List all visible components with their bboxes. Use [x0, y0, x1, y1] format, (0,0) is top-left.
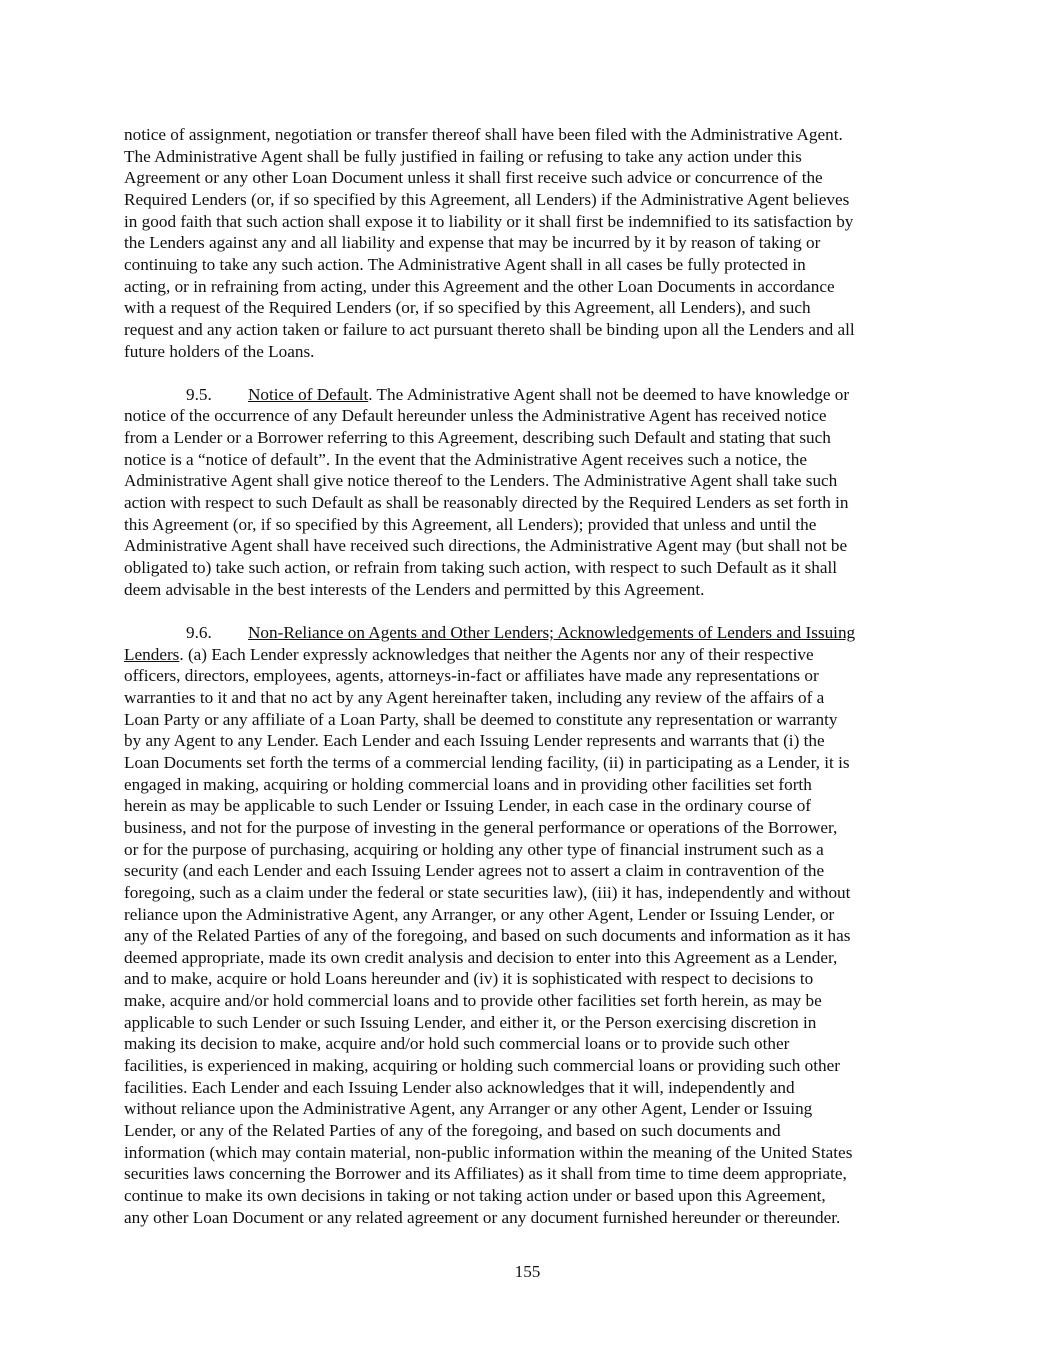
text-line: Agreement or any other Loan Document unless it shall first receive such advice or concurrence of the: [124, 168, 823, 188]
text-line: the Lenders against any and all liability and expense that may be incurred by it by reason of taking or: [124, 233, 821, 253]
text-line: herein as may be applicable to such Lender or Issuing Lender, in each case in the ordinary course of: [124, 796, 812, 816]
text-line: acting, or in refraining from acting, under this Agreement and the other Loan Documents in accordance: [124, 276, 835, 296]
text-line: Administrative Agent shall give notice thereof to the Lenders. The Administrative Agent shall take such: [124, 471, 838, 491]
text-line: deem advisable in the best interests of the Lenders and permitted by this Agreement.: [124, 579, 705, 599]
text-line: any of the Related Parties of any of the foregoing, and based on such documents and information as it has: [124, 926, 851, 946]
text-line: with a request of the Required Lenders (or, if so specified by this Agreement, all Lenders), and such: [124, 298, 811, 318]
text-line: securities laws concerning the Borrower and its Affiliates) as it shall from time to time deem appropriate,: [124, 1164, 847, 1184]
text-fragment: . (a) Each Lender expressly acknowledges that neither the Agents nor any of their respective: [179, 644, 814, 664]
text-line: Loan Documents set forth the terms of a commercial lending facility, (ii) in participating as a Lender, it is: [124, 752, 850, 772]
text-line: action with respect to such Default as shall be reasonably directed by the Required Lenders as set forth in: [124, 493, 849, 513]
section-second-line: [124, 644, 936, 666]
text-line: business, and not for the purpose of investing in the general performance or operations of the Borrower,: [124, 817, 838, 837]
text-line: in good faith that such action shall expose it to liability or it shall first be indemnified to its satisfaction by: [124, 211, 854, 231]
text-line: Lender, or any of the Related Parties of any of the foregoing, and based on such documents and: [124, 1121, 781, 1141]
text-line: any other Loan Document or any related agreement or any document furnished hereunder or thereunder.: [124, 1207, 841, 1227]
text-line: this Agreement (or, if so specified by this Agreement, all Lenders); provided that unless and until the: [124, 514, 817, 534]
text-line: without reliance upon the Administrative Agent, any Arranger or any other Agent, Lender or Issuing: [124, 1099, 813, 1119]
text-line: Required Lenders (or, if so specified by this Agreement, all Lenders) if the Administrative Agent believes: [124, 189, 850, 209]
text-line: Loan Party or any affiliate of a Loan Party, shall be deemed to constitute any representation or warranty: [124, 709, 838, 729]
continuation-paragraph: [124, 124, 936, 362]
document-page: [124, 124, 936, 1250]
text-line: officers, directors, employees, agents, attorneys-in-fact or affiliates have made any representations or: [124, 666, 819, 686]
text-line: security (and each Lender and each Issuing Lender agrees not to assert a claim in contravention of the: [124, 861, 825, 881]
text-line: by any Agent to any Lender. Each Lender and each Issuing Lender represents and warrants that (i) the: [124, 731, 825, 751]
section-first-line: [124, 622, 936, 644]
text-line: and to make, acquire or hold Loans hereunder and (iv) it is sophisticated with respect to decisions to: [124, 969, 814, 989]
text-line: deemed appropriate, made its own credit analysis and decision to enter into this Agreement as a Lender,: [124, 947, 838, 967]
section-heading: Notice of Default: [248, 384, 369, 404]
text-line: The Administrative Agent shall be fully justified in failing or refusing to take any action under this: [124, 146, 802, 166]
section-heading-continued: Lenders: [124, 644, 180, 664]
section-number: 9.5.: [186, 384, 212, 404]
text-line: warranties to it and that no act by any Agent hereinafter taken, including any review of the affairs of a: [124, 687, 825, 707]
text-line: notice of assignment, negotiation or transfer thereof shall have been filed with the Administrative Agent.: [124, 125, 843, 144]
text-line: facilities, is experienced in making, acquiring or holding such commercial loans or providing such other: [124, 1056, 840, 1076]
text-line: request and any action taken or failure to act pursuant thereto shall be binding upon all the Lenders and all: [124, 319, 855, 339]
text-line: continue to make its own decisions in taking or not taking action under or based upon this Agreement,: [124, 1186, 826, 1206]
section-first-line: [124, 384, 936, 406]
text-line: reliance upon the Administrative Agent, any Arranger, or any other Agent, Lender or Issuing Lender, or: [124, 904, 835, 924]
text-line: applicable to such Lender or such Issuing Lender, and either it, or the Person exercising discretion in: [124, 1012, 817, 1032]
text-line: obligated to) take such action, or refrain from taking such action, with respect to such Default as it shall: [124, 558, 838, 578]
text-line: information (which may contain material, non-public information within the meaning of the United States: [124, 1142, 853, 1162]
text-line: Administrative Agent shall have received such directions, the Administrative Agent may (but shall not be: [124, 536, 848, 556]
text-line: foregoing, such as a claim under the federal or state securities law), (iii) it has, independently and without: [124, 882, 851, 902]
text-line: making its decision to make, acquire and/or hold such commercial loans or to provide such other: [124, 1034, 790, 1054]
text-line: from a Lender or a Borrower referring to this Agreement, describing such Default and stating that such: [124, 428, 831, 448]
text-line: or for the purpose of purchasing, acquiring or holding any other type of financial instrument such as a: [124, 839, 824, 859]
text-fragment: . The Administrative Agent shall not be deemed to have knowledge or: [368, 384, 850, 404]
section-number: 9.6.: [186, 622, 212, 642]
text-line: make, acquire and/or hold commercial loans and to provide other facilities set forth herein, as may be: [124, 991, 822, 1011]
section-9-5-paragraph: [124, 384, 936, 601]
text-line: engaged in making, acquiring or holding commercial loans and in providing other facilities set forth: [124, 774, 812, 794]
section-9-6-paragraph: [124, 622, 936, 1228]
text-line: notice of the occurrence of any Default hereunder unless the Administrative Agent has received notice: [124, 406, 827, 426]
text-line: facilities. Each Lender and each Issuing Lender also acknowledges that it will, independently and: [124, 1077, 795, 1097]
section-heading: Non-Reliance on Agents and Other Lenders; Acknowledgements of Lenders and Issuing: [248, 622, 856, 642]
text-line: future holders of the Loans.: [124, 341, 315, 361]
text-line: continuing to take any such action. The Administrative Agent shall in all cases be fully protected in: [124, 254, 806, 274]
page-number: 155: [514, 1262, 541, 1281]
text-line: notice is a “notice of default”. In the event that the Administrative Agent receives such a notice, the: [124, 449, 807, 469]
